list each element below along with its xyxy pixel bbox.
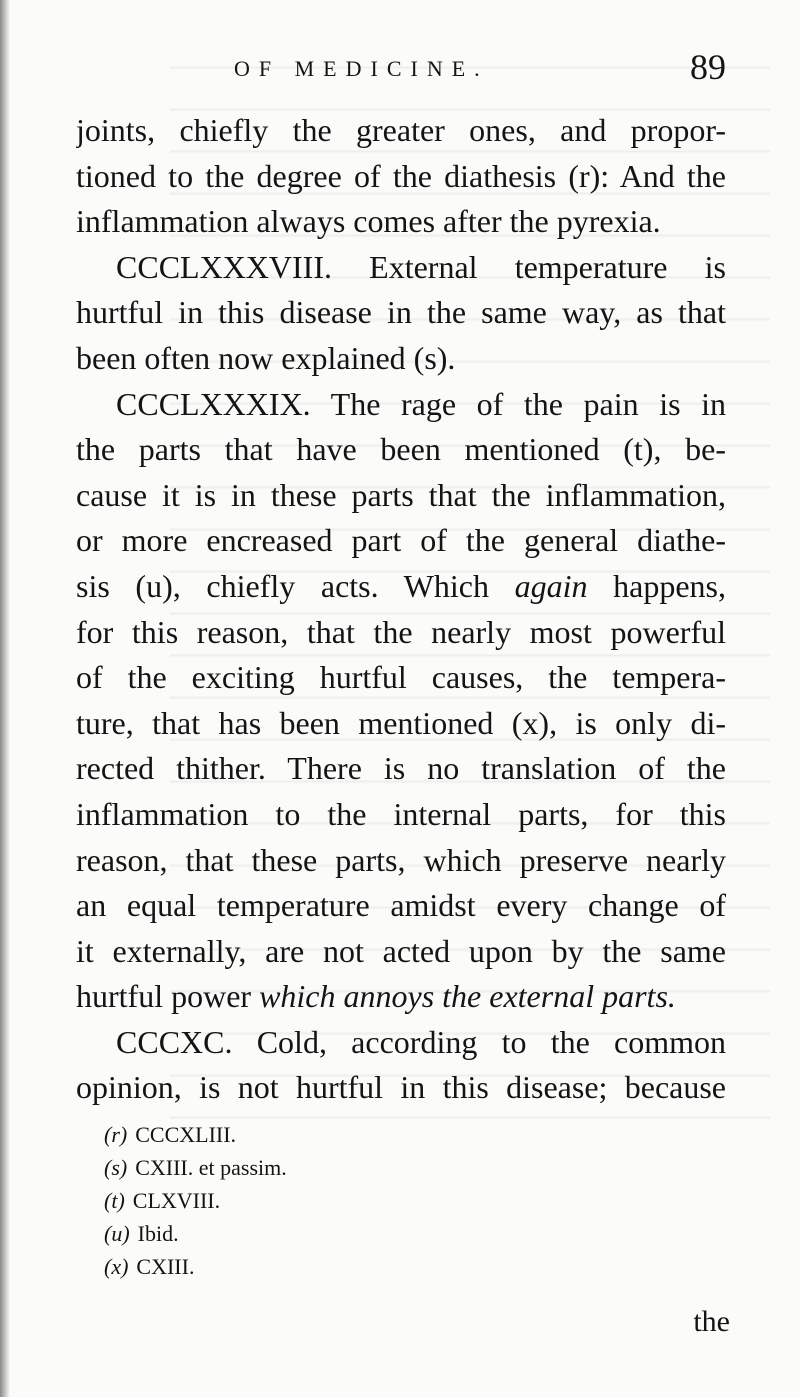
- body-line: inflammation to the internal parts, for this: [76, 795, 726, 832]
- page-edge-shadow: [0, 0, 10, 1397]
- body-line: hurtful in this disease in the same way, as that: [76, 294, 726, 331]
- footnote: [104, 1250, 504, 1283]
- body-line: for this reason, that the nearly most powerful: [76, 613, 726, 650]
- footnote-mark: (r): [104, 1122, 128, 1147]
- footnote-mark: (u): [104, 1221, 130, 1246]
- body-line: been often now explained (s).: [76, 339, 456, 376]
- running-head: OF MEDICINE.: [234, 56, 489, 81]
- body-text: [76, 108, 726, 1111]
- body-line-with-italic: [76, 974, 726, 1020]
- body-line: tioned to the degree of the diathesis (r): And the: [76, 157, 726, 194]
- footnote: [104, 1217, 504, 1250]
- body-line: the parts that have been mentioned (t), be-: [76, 431, 726, 468]
- body-line-with-italic: [76, 564, 726, 610]
- footnotes: [104, 1118, 504, 1283]
- italic-run: again: [514, 567, 588, 604]
- footnote: [104, 1151, 504, 1184]
- footnote-text: CCCXLIII.: [135, 1122, 237, 1147]
- body-line: rected thither. There is no translation of the: [76, 750, 726, 787]
- footnote: [104, 1184, 504, 1217]
- body-line: of the exciting hurtful causes, the tempera-: [76, 659, 726, 696]
- body-line: it externally, are not acted upon by the same: [76, 932, 726, 969]
- page-header: [76, 44, 726, 104]
- text-run: hurtful power: [76, 978, 260, 1015]
- footnote-text: Ibid.: [137, 1221, 179, 1246]
- body-line: joints, chiefly the greater ones, and propor-: [76, 112, 726, 148]
- body-line: opinion, is not hurtful in this disease; because: [76, 1069, 726, 1106]
- section-heading-line: CCCXC. Cold, according to the common: [116, 1023, 726, 1060]
- footnote: [104, 1118, 504, 1151]
- text-run: happens,: [587, 567, 726, 604]
- body-line: or more encreased part of the general diathe-: [76, 522, 726, 559]
- page-number: 89: [690, 47, 726, 87]
- body-line: inflammation always comes after the pyrexia.: [76, 203, 661, 240]
- section-heading-line: CCCLXXXVIII. External temperature is: [116, 248, 726, 285]
- body-line: ture, that has been mentioned (x), is only di-: [76, 704, 726, 741]
- footnote-text: CXIII. et passim.: [135, 1155, 287, 1180]
- footnote-text: CLXVIII.: [132, 1188, 221, 1213]
- italic-run: which annoys the external parts.: [259, 978, 676, 1015]
- footnote-mark: (t): [104, 1188, 125, 1213]
- body-line: an equal temperature amidst every change of: [76, 887, 726, 924]
- footnote-text: CXIII.: [136, 1254, 195, 1279]
- body-line: reason, that these parts, which preserve nearly: [76, 841, 726, 878]
- footnote-mark: (s): [104, 1155, 128, 1180]
- catchword: the: [693, 1305, 730, 1338]
- text-run: sis (u), chiefly acts. Which: [76, 567, 515, 604]
- section-heading-line: CCCLXXXIX. The rage of the pain is in: [116, 385, 726, 422]
- body-line: cause it is in these parts that the inflammation,: [76, 476, 726, 513]
- footnote-mark: (x): [104, 1254, 129, 1279]
